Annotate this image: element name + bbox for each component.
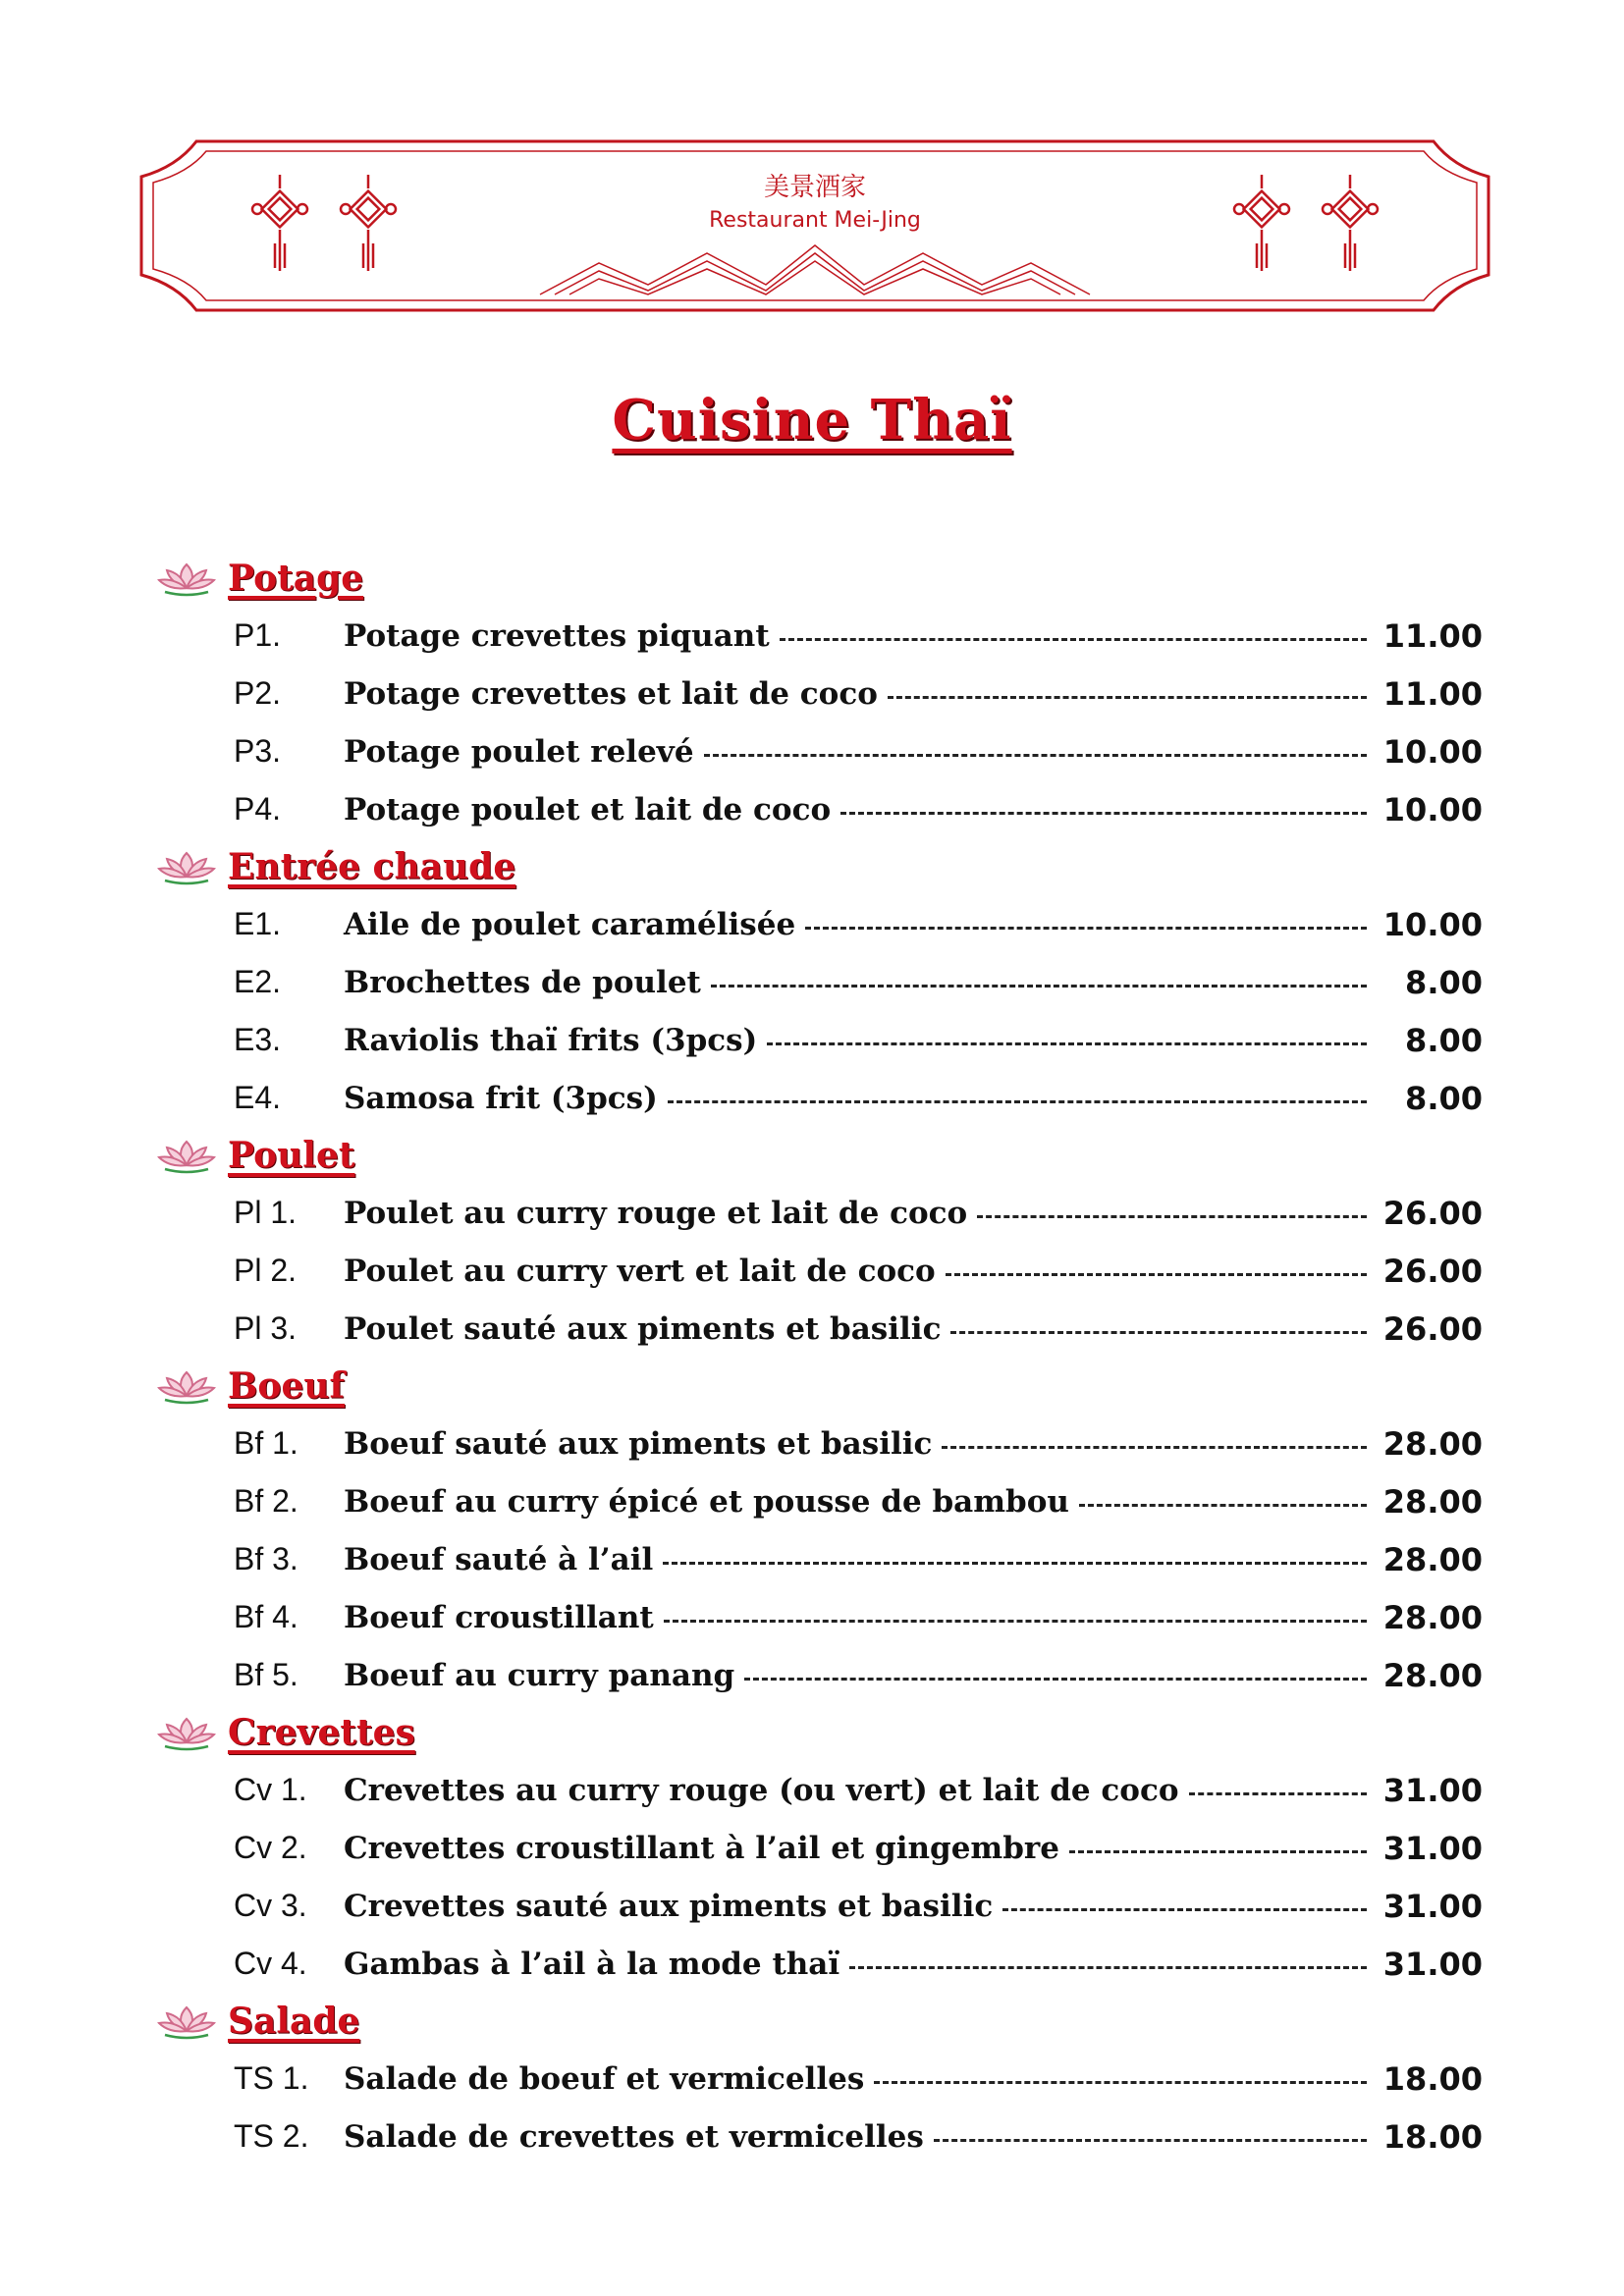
dotted-leader (780, 638, 1367, 641)
item-code: E4. (234, 1080, 282, 1115)
item-price: 31.00 (1382, 1887, 1483, 1925)
item-price: 18.00 (1382, 2117, 1483, 2156)
section-header (157, 1993, 1492, 2050)
lotus-icon (157, 847, 216, 886)
dotted-leader (663, 1562, 1367, 1565)
section-header (157, 550, 1492, 607)
item-name: Poulet au curry rouge et lait de coco (344, 1195, 968, 1231)
menu-item (157, 722, 1492, 780)
menu-item (157, 780, 1492, 838)
restaurant-banner (137, 137, 1492, 314)
item-price: 8.00 (1405, 963, 1483, 1001)
item-code: Bf 2. (234, 1483, 298, 1519)
item-name: Gambas à l’ail à la mode thaï (344, 1946, 840, 1982)
item-code: P4. (234, 791, 282, 827)
dotted-leader (744, 1678, 1367, 1681)
item-name: Boeuf croustillant (344, 1599, 654, 1635)
item-code: Pl 1. (234, 1195, 298, 1230)
menu-item (157, 1819, 1492, 1877)
section-title: Entrée chaude (228, 846, 516, 887)
menu-list (157, 550, 1492, 2165)
item-price: 31.00 (1382, 1771, 1483, 1809)
lotus-icon (157, 1136, 216, 1175)
item-code: Bf 3. (234, 1541, 298, 1576)
item-name: Brochettes de poulet (344, 964, 701, 1000)
dotted-leader (934, 2139, 1367, 2142)
item-name: Raviolis thaï frits (3pcs) (344, 1022, 758, 1058)
item-price: 31.00 (1382, 1945, 1483, 1983)
dotted-leader (1002, 1908, 1367, 1911)
section-header (157, 1127, 1492, 1184)
dotted-leader (849, 1966, 1367, 1969)
menu-item (157, 665, 1492, 722)
item-code: P3. (234, 733, 282, 769)
item-code: Bf 5. (234, 1657, 298, 1692)
dotted-leader (874, 2081, 1367, 2084)
item-price: 31.00 (1382, 1829, 1483, 1867)
item-code: Pl 3. (234, 1310, 298, 1346)
item-name: Crevettes sauté aux piments et basilic (344, 1888, 994, 1924)
item-price: 11.00 (1382, 616, 1483, 655)
item-price: 18.00 (1382, 2059, 1483, 2098)
item-name: Crevettes au curry rouge (ou vert) et lait de coco (344, 1772, 1179, 1808)
item-price: 28.00 (1382, 1482, 1483, 1521)
menu-item (157, 1646, 1492, 1704)
page-title: Cuisine Thaï (612, 388, 1012, 453)
item-name: Salade de boeuf et vermicelles (344, 2060, 865, 2097)
chinese-knot-icon (245, 175, 314, 273)
item-price: 28.00 (1382, 1424, 1483, 1463)
dotted-leader (1189, 1792, 1367, 1795)
menu-item (157, 1011, 1492, 1069)
section-title: Crevettes (228, 1712, 415, 1753)
dotted-leader (942, 1446, 1367, 1449)
menu-item (157, 2108, 1492, 2165)
item-price: 28.00 (1382, 1540, 1483, 1578)
dotted-leader (946, 1273, 1367, 1276)
item-price: 28.00 (1382, 1656, 1483, 1694)
item-price: 10.00 (1382, 905, 1483, 943)
item-code: Bf 1. (234, 1425, 298, 1461)
section-header (157, 838, 1492, 895)
item-code: E2. (234, 964, 282, 999)
item-name: Potage crevettes et lait de coco (344, 675, 878, 712)
chinese-knot-icon (1316, 175, 1384, 273)
menu-item (157, 1530, 1492, 1588)
item-price: 26.00 (1382, 1309, 1483, 1348)
restaurant-name: Restaurant Mei-Jing (709, 208, 921, 233)
item-code: Cv 2. (234, 1830, 307, 1865)
item-code: E3. (234, 1022, 282, 1057)
item-price: 10.00 (1382, 732, 1483, 771)
section-title: Poulet (228, 1135, 355, 1176)
menu-item (157, 1588, 1492, 1646)
item-name: Boeuf au curry épicé et pousse de bambou (344, 1483, 1069, 1520)
item-name: Potage poulet relevé (344, 733, 694, 770)
dotted-leader (840, 812, 1367, 815)
item-name: Poulet au curry vert et lait de coco (344, 1253, 936, 1289)
section-title: Boeuf (228, 1365, 346, 1407)
dotted-leader (668, 1100, 1367, 1103)
item-code: P1. (234, 617, 282, 653)
menu-item (157, 1242, 1492, 1300)
item-code: P2. (234, 675, 282, 711)
menu-item (157, 1300, 1492, 1358)
section-header (157, 1704, 1492, 1761)
item-code: Cv 4. (234, 1946, 307, 1981)
item-name: Boeuf sauté à l’ail (344, 1541, 654, 1577)
item-price: 8.00 (1405, 1021, 1483, 1059)
dotted-leader (1079, 1504, 1367, 1507)
lotus-icon (157, 559, 216, 598)
dotted-leader (767, 1042, 1367, 1045)
item-code: Cv 1. (234, 1772, 307, 1807)
item-name: Potage poulet et lait de coco (344, 791, 832, 828)
dotted-leader (664, 1620, 1367, 1623)
item-name: Samosa frit (3pcs) (344, 1080, 658, 1116)
lotus-icon (157, 1366, 216, 1406)
item-name: Boeuf sauté aux piments et basilic (344, 1425, 933, 1462)
menu-item (157, 1415, 1492, 1472)
item-price: 28.00 (1382, 1598, 1483, 1636)
menu-item (157, 1184, 1492, 1242)
menu-item (157, 1069, 1492, 1127)
menu-item (157, 953, 1492, 1011)
section-title: Salade (228, 2001, 360, 2042)
lotus-icon (157, 1713, 216, 1752)
item-name: Crevettes croustillant à l’ail et gingembre (344, 1830, 1059, 1866)
item-name: Aile de poulet caramélisée (344, 906, 796, 942)
item-code: Bf 4. (234, 1599, 298, 1634)
item-name: Boeuf au curry panang (344, 1657, 735, 1693)
item-code: E1. (234, 906, 282, 941)
menu-item (157, 1472, 1492, 1530)
dotted-leader (704, 754, 1367, 757)
menu-item (157, 2050, 1492, 2108)
section-header (157, 1358, 1492, 1415)
menu-item (157, 607, 1492, 665)
item-price: 11.00 (1382, 674, 1483, 713)
item-name: Salade de crevettes et vermicelles (344, 2118, 924, 2155)
item-price: 10.00 (1382, 790, 1483, 828)
item-code: Pl 2. (234, 1253, 298, 1288)
section-title: Potage (228, 558, 364, 599)
menu-item (157, 1761, 1492, 1819)
restaurant-chinese-name: 美景酒家 (763, 173, 866, 202)
dotted-leader (950, 1331, 1367, 1334)
item-name: Potage crevettes piquant (344, 617, 770, 654)
item-price: 26.00 (1382, 1252, 1483, 1290)
dotted-leader (888, 696, 1367, 699)
menu-item (157, 1935, 1492, 1993)
item-name: Poulet sauté aux piments et basilic (344, 1310, 942, 1347)
menu-item (157, 1877, 1492, 1935)
dotted-leader (977, 1215, 1367, 1218)
dotted-leader (711, 985, 1367, 988)
item-price: 8.00 (1405, 1079, 1483, 1117)
dotted-leader (805, 927, 1367, 930)
dotted-leader (1069, 1850, 1367, 1853)
item-price: 26.00 (1382, 1194, 1483, 1232)
chinese-knot-icon (334, 175, 403, 273)
item-code: TS 2. (234, 2118, 309, 2154)
menu-item (157, 895, 1492, 953)
lotus-icon (157, 2002, 216, 2041)
item-code: Cv 3. (234, 1888, 307, 1923)
item-code: TS 1. (234, 2060, 309, 2096)
chinese-knot-icon (1227, 175, 1296, 273)
